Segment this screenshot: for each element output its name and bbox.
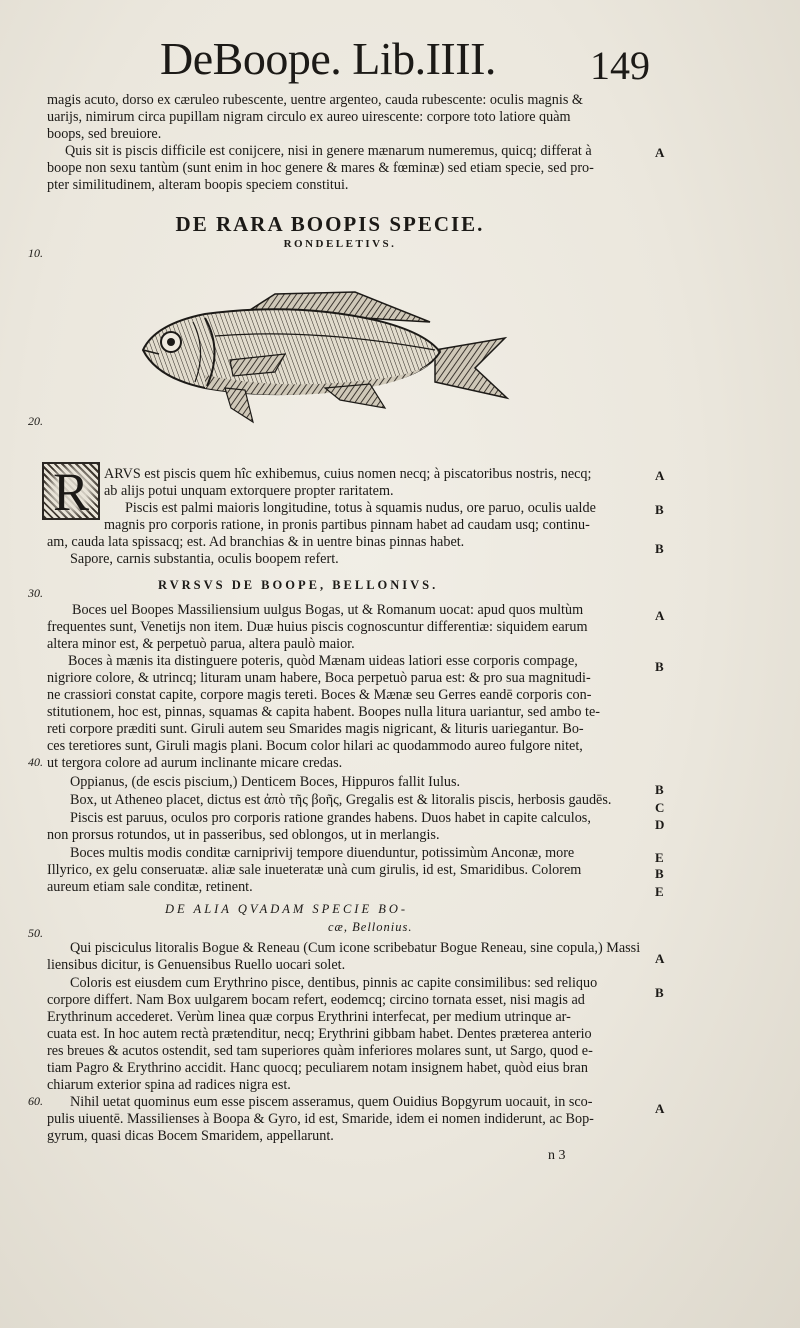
text-line: boope non sexu tantùm (sunt enim in hoc genere & mares & fœminæ) sed etiam specie, sed pro- — [47, 160, 594, 176]
margin-note: B — [655, 502, 664, 517]
text-line: ne crassiori constat capite, corpore magis tereti. Boces & Mænæ seu Gerres eandē corporis con- — [47, 687, 592, 703]
margin-note: D — [655, 817, 665, 832]
running-title: DeBoope. Lib.IIII. — [160, 33, 496, 84]
text-line: corpore differt. Nam Box uulgarem bocam refert, eodemcq; circino tornata esset, nisi magis ad — [47, 992, 585, 1008]
text-line: uarijs, nimirum circa pupillam nigram circulo ex aureo uirescente: corpore toto latiore quàm — [47, 109, 571, 125]
line-number: 60. — [28, 1094, 43, 1108]
text-line: chiarum exterior spina ad radices nigra est. — [47, 1077, 291, 1093]
line-number: 20. — [28, 414, 43, 428]
margin-note: E — [655, 850, 664, 865]
margin-note: E — [655, 884, 664, 899]
text-line: ARVS est piscis quem hîc exhibemus, cuius nomen necq; à piscatoribus nostris, necq; — [104, 466, 592, 482]
section-heading-cont: cæ, Bellonius. — [328, 920, 413, 934]
text-line: aureum etiam sale conditæ, retinent. — [47, 879, 253, 895]
text-line: Boces à mænis ita distinguere poteris, quòd Mænam uideas latiori esse corporis compage, — [68, 653, 578, 669]
page-number: 149 — [590, 43, 650, 88]
text-line: altera minor est, & perpetuò parua, altera paulò maior. — [47, 636, 355, 652]
margin-note: B — [655, 866, 664, 881]
line-number: 40. — [28, 755, 43, 769]
section-heading: RVRSVS DE BOOPE, BELLONIVS. — [158, 578, 439, 592]
text-line: res breues & acutos ostendit, sed tam superiores quàm inferiores molares sunt, ut Sargo, quod e- — [47, 1043, 593, 1059]
text-line: Box, ut Atheneo placet, dictus est ἀπὸ τῆς βοῆς, Gregalis est & litoralis piscis, herbosis gaudēs. — [70, 792, 612, 808]
text-line: tiam Pagro & Erythrino accidit. Hanc quocq; peculiarem notam insignem habet, quòd eius bran — [47, 1060, 588, 1076]
text-line: ces teretiores sunt, Giruli magis plani. Bocum color hilari ac quodammodo aureo fulgore nitet, — [47, 738, 583, 754]
text-line: Oppianus, (de escis piscium,) Denticem Boces, Hippuros fallit Iulus. — [70, 774, 461, 790]
text-line: non prorsus rotundos, ut in passeribus, sed oblongos, ut in merlangis. — [47, 827, 440, 843]
text-line: nigriore colore, & utrincq; lituram unam habere, Boca perpetuò parua est: & pro sua magnitudi- — [47, 670, 591, 686]
text-line: Illyrico, ex gelu conseruatæ. aliæ sale inueteratæ unà cum girulis, id est, Smaridibus. Colorem — [47, 862, 582, 878]
text-line: ab alijs potui unquam extorquere propter raritatem. — [104, 483, 394, 499]
margin-note: A — [655, 468, 665, 483]
signature-mark: n 3 — [548, 1148, 566, 1163]
margin-note: A — [655, 1101, 665, 1116]
text-line: cuata est. In hoc autem rectà prætenditur, necq; Erythrini gibbam habet. Dentes præterea anterio — [47, 1026, 592, 1042]
margin-note: B — [655, 985, 664, 1000]
section-heading: DE ALIA QVADAM SPECIE BO- — [165, 902, 409, 916]
text-line: Quis sit is piscis difficile est conijcere, nisi in genere mænarum numeremus, quicq; differat à — [65, 143, 592, 159]
line-number: 50. — [28, 926, 43, 940]
text-line: Nihil uetat quominus eum esse piscem asseramus, quem Ouidius Bopgyrum uocauit, in sco- — [70, 1094, 593, 1110]
text-line: Piscis est palmi maioris longitudine, totus à squamis nudus, ore paruo, oculis ualde — [125, 500, 596, 516]
section-heading: DE RARA BOOPIS SPECIE. — [175, 212, 485, 236]
text-line: magis acuto, dorso ex cæruleo rubescente, uentre argenteo, cauda rubescente: oculis magnis & — [47, 92, 583, 108]
text-line: boops, sed breuiore. — [47, 126, 162, 142]
text-line: Boces multis modis conditæ carniprivij tempore diuenduntur, potissimùm Anconæ, more — [70, 845, 575, 861]
text-line: Sapore, carnis substantia, oculis boopem refert. — [70, 551, 339, 567]
text-line: magnis pro corporis ratione, in pronis partibus pinnam habet ad caudam usq; continu- — [104, 517, 590, 533]
margin-note: B — [655, 659, 664, 674]
text-line: pter similitudinem, alteram boopis speciem constitui. — [47, 177, 349, 193]
margin-note: A — [655, 145, 665, 160]
text-line: reti corpore præditi sunt. Giruli autem seu Smarides magis nigricant, & lituris uariegantur. Bo- — [47, 721, 584, 737]
text-line: am, cauda lata spissacq; est. Ad branchias & in uentre binas pinnas habet. — [47, 534, 465, 550]
text-line: pulis uiuentē. Massilienses à Boopa & Gyro, id est, Smaride, idem ei nomen indiderunt, ac Bop- — [47, 1111, 594, 1127]
text-line: Boces uel Boopes Massiliensium uulgus Bogas, ut & Romanum uocat: apud quos multùm — [72, 602, 584, 618]
margin-note: A — [655, 951, 665, 966]
text-line: ut tergora colore ad aurum inclinante micare credas. — [47, 755, 343, 771]
margin-note: A — [655, 608, 665, 623]
text-line: Piscis est paruus, oculos pro corporis ratione grandes habens. Duos habet in capite calculos, — [70, 810, 591, 826]
line-number: 10. — [28, 246, 43, 260]
section-author: RONDELETIVS. — [283, 238, 397, 250]
line-number: 30. — [28, 586, 43, 600]
text-line: liensibus dicitur, is Genuensibus Ruello uocari solet. — [47, 957, 346, 973]
text-line: stitutionem, hoc est, pinnas, squamas & capita habent. Boopes nulla litura uariantur, sed ambo te- — [47, 704, 601, 720]
text-line: Coloris est eiusdem cum Erythrino pisce, dentibus, pinnis ac capite consimilibus: sed reliquo — [70, 975, 598, 991]
margin-note: C — [655, 800, 665, 815]
margin-note: B — [655, 541, 664, 556]
margin-note: B — [655, 782, 664, 797]
text-line: Erythrinum accederet. Verùm linea quæ corpus Erythrini interfecat, per medium utrinque ar- — [47, 1009, 571, 1025]
drop-cap: R — [42, 462, 100, 520]
text-line: frequentes sunt, Venetijs non item. Duæ huius piscis cognoscuntur differentiæ: siquidem earum — [47, 619, 588, 635]
text-line: gyrum, quasi dicas Bocem Smaridem, appellarunt. — [47, 1128, 334, 1144]
fish-illustration — [135, 280, 515, 430]
text-line: Qui pisciculus litoralis Bogue & Reneau (Cum icone scribebatur Bogue Reneau, sine copula,) Massi — [70, 940, 641, 956]
